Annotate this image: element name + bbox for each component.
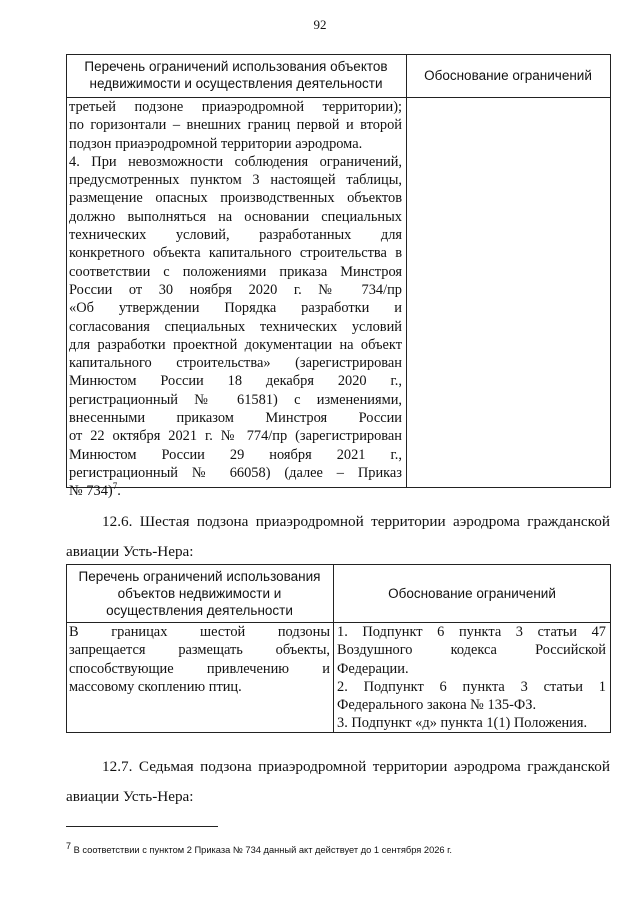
- section-12-7-heading: 12.7. Седьмая подзона приаэродромной территории аэродрома гражданской авиации Усть-Нера:: [66, 758, 610, 805]
- restrictions-table-continued: [66, 54, 611, 500]
- footnote-mark: 7: [66, 840, 72, 851]
- footnote-7: [66, 840, 452, 855]
- table1-header-justification: Обоснование ограничений: [424, 68, 592, 83]
- table2-justification-text: 1. Подпункт 6 пункта 3 статьи 47 Воздушного кодекса Российской Федерации. 2. Подпункт 6 пункта 3 статьи 1 Федерального закона № 135-ФЗ. 3. Подпункт «д» пункта 1(1) Положения.: [337, 624, 606, 732]
- table1-last-line: № 734)$^7$.: [69, 481, 121, 500]
- restrictions-table-subzone-6: [66, 564, 611, 734]
- table2-restrictions-text: В границах шестой подзоны запрещается размещать объекты, способствующие привлечению и массовому скоплению птиц.: [69, 624, 330, 695]
- footnote-separator: [66, 826, 218, 827]
- section-12-6-heading: 12.6. Шестая подзона приаэродромной территории аэродрома гражданской авиации Усть-Нера:: [66, 513, 610, 560]
- table1-header-restrictions: Перечень ограничений использования объектов недвижимости и осуществления деятельности: [84, 59, 388, 91]
- page-number: 92: [313, 17, 327, 32]
- table1-restrictions-text: третьей подзоне приаэродромной территории); по горизонтали – внешних границ первой и второй подзон приаэродромной территории аэродрома. 4. При невозможности соблюдения ограничений, предусмотренных пунктом 3 настоящей таблицы, размещение опасных производственных объектов должно выполняться на основании специальных технических условий, разработанных для конкретного объекта капитального строительства в соответствии с положениями приказа Минстроя России от 30 ноября 2020 г. № 734/пр «Об утверждении Порядка разработки и согласования специальных технических условий для разработки проектной документации на объект капитального строительства» (зарегистрирован Минюстом России 18 декабря 2020 г., регистрационный № 61581) с изменениями, внесенными приказом Минстроя России от 22 октября 2021 г. № 774/пр (зарегистрирован Минюстом России 29 ноября 2021 г., регистрационный № 66058) (далее – Приказ № 734)$^7$.: [69, 99, 402, 500]
- table2-header-restrictions: Перечень ограничений использования объектов недвижимости и осуществления деятельности: [78, 569, 321, 618]
- table2-header-justification: Обоснование ограничений: [388, 586, 556, 601]
- footnote-ref-7[interactable]: 7: [112, 481, 118, 492]
- footnote-text: В соответствии с пунктом 2 Приказа № 734 данный акт действует до 1 сентября 2026 г.: [73, 845, 452, 855]
